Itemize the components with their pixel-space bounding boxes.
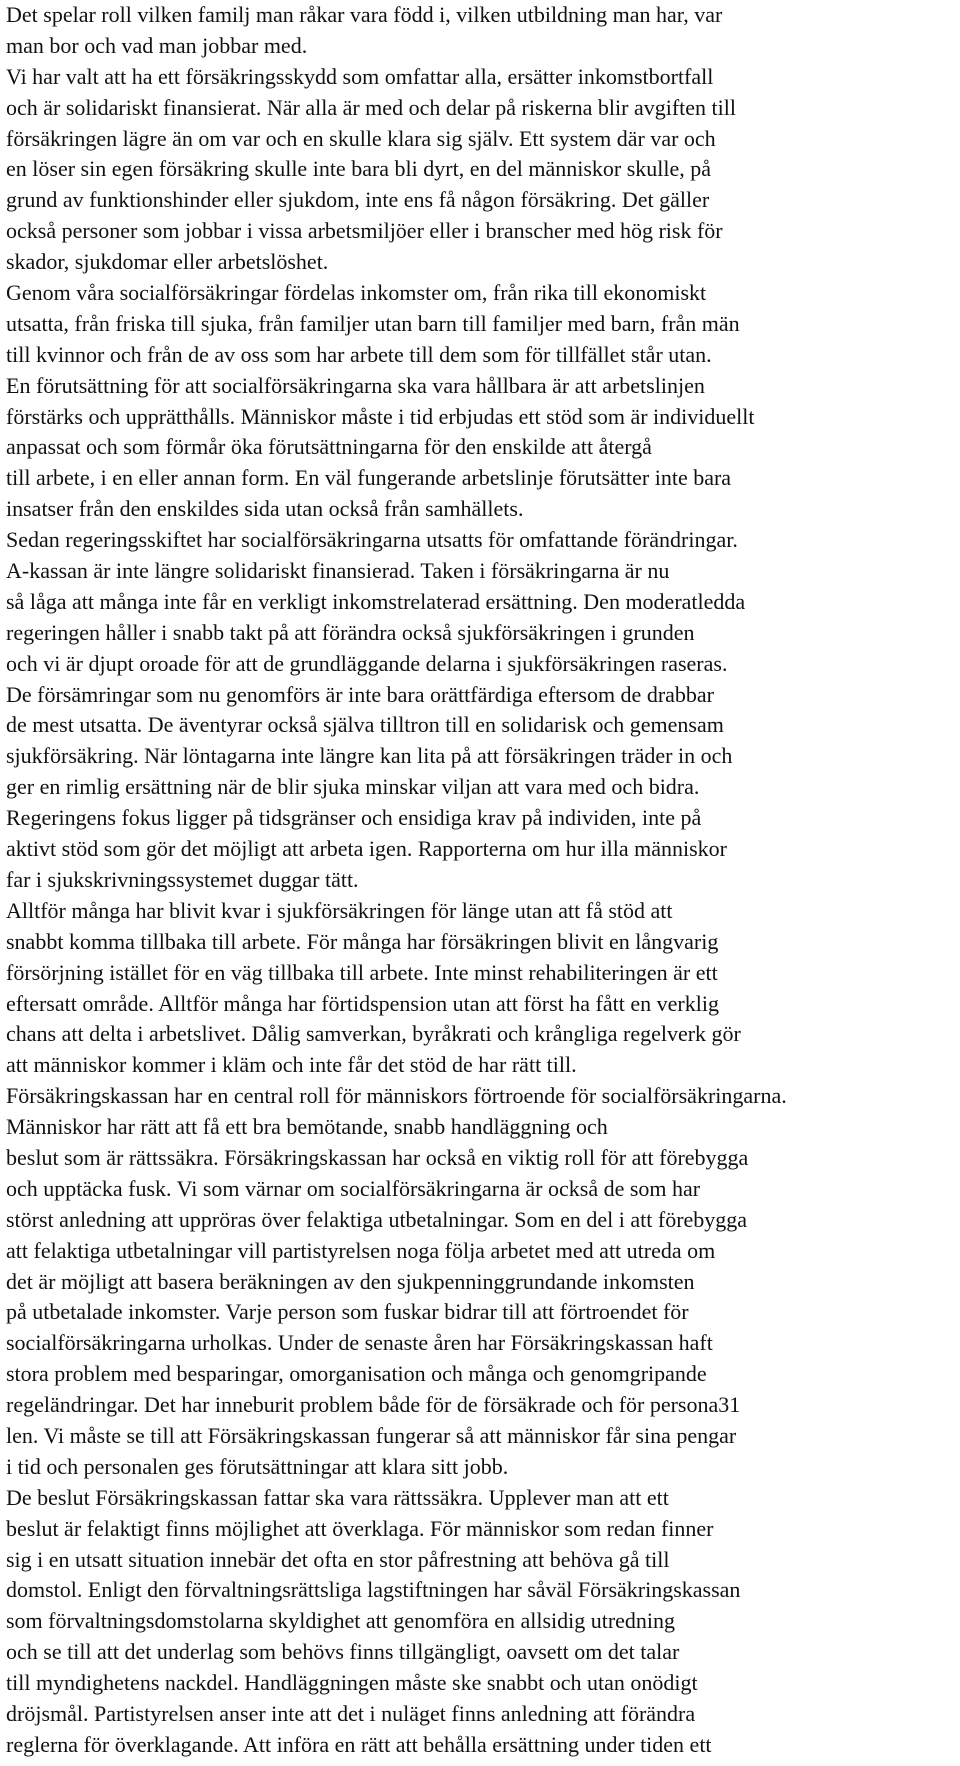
- text-line: Människor har rätt att få ett bra bemötande, snabb handläggning och: [6, 1114, 608, 1140]
- text-line: försäkringen lägre än om var och en skulle klara sig själv. Ett system där var och: [6, 125, 716, 151]
- text-line: aktivt stöd som gör det möjligt att arbeta igen. Rapporterna om hur illa människor: [6, 836, 727, 862]
- text-line: utsatta, från friska till sjuka, från familjer utan barn till familjer med barn, från män: [6, 310, 740, 336]
- text-line: anpassat och som förmår öka förutsättningarna för den enskilde att återgå: [6, 434, 652, 460]
- text-line: som förvaltningsdomstolarna skyldighet att genomföra en allsidig utredning: [6, 1608, 676, 1634]
- text-line: En förutsättning för att socialförsäkringarna ska vara hållbara är att arbetslinjen: [6, 372, 705, 398]
- text-line: domstol. Enligt den förvaltningsrättsliga lagstiftningen har såväl Försäkringskassan: [6, 1577, 741, 1603]
- text-line: och se till att det underlag som behövs finns tillgängligt, oavsett om det talar: [6, 1639, 680, 1665]
- text-line: Alltför många har blivit kvar i sjukförsäkringen för länge utan att få stöd att: [6, 897, 673, 923]
- text-line: Det spelar roll vilken familj man råkar vara född i, vilken utbildning man har, var: [6, 2, 723, 27]
- text-line: reglerna för överklagande. Att införa en rätt att behålla ersättning under tiden ett: [6, 1731, 712, 1757]
- text-line: beslut som är rättssäkra. Försäkringskassan har också en viktig roll för att förebygga: [6, 1144, 749, 1170]
- text-line: len. Vi måste se till att Försäkringskassan fungerar så att människor får sina pengar: [6, 1422, 737, 1448]
- text-line: regeringen håller i snabb takt på att förändra också sjukförsäkringen i grunden: [6, 619, 695, 645]
- text-line: skador, sjukdomar eller arbetslöshet.: [6, 249, 329, 275]
- text-line: regeländringar. Det har inneburit problem både för de försäkrade och för persona31: [6, 1392, 741, 1418]
- text-line: till myndighetens nackdel. Handläggningen måste ske snabbt och utan onödigt: [6, 1670, 698, 1696]
- text-line: ger en rimlig ersättning när de blir sjuka minskar viljan att vara med och bidra.: [6, 774, 700, 800]
- text-line: sjukförsäkring. När löntagarna inte längre kan lita på att försäkringen träder in och: [6, 743, 733, 769]
- text-line: i tid och personalen ges förutsättningar att klara sitt jobb.: [6, 1453, 509, 1479]
- text-line: och upptäcka fusk. Vi som värnar om socialförsäkringarna är också de som har: [6, 1175, 701, 1201]
- text-line: De beslut Försäkringskassan fattar ska vara rättssäkra. Upplever man att ett: [6, 1484, 669, 1510]
- text-line: Vi har valt att ha ett försäkringsskydd som omfattar alla, ersätter inkomstbortfall: [6, 63, 714, 89]
- text-line: försörjning istället för en väg tillbaka till arbete. Inte minst rehabiliteringen är ett: [6, 959, 718, 985]
- document-body: [6, 0, 960, 1761]
- text-line: och är solidariskt finansierat. När alla är med och delar på riskerna blir avgiften till: [6, 94, 736, 120]
- text-line: snabbt komma tillbaka till arbete. För många har försäkringen blivit en långvarig: [6, 928, 719, 954]
- document-page: [6, 0, 960, 1761]
- text-line: dröjsmål. Partistyrelsen anser inte att det i nuläget finns anledning att förändra: [6, 1700, 696, 1726]
- text-line: Genom våra socialförsäkringar fördelas inkomster om, från rika till ekonomiskt: [6, 280, 707, 306]
- text-line: chans att delta i arbetslivet. Dålig samverkan, byråkrati och krångliga regelverk gör: [6, 1021, 741, 1047]
- text-line: socialförsäkringarna urholkas. Under de senaste åren har Försäkringskassan haft: [6, 1330, 713, 1356]
- text-line: Försäkringskassan har en central roll för människors förtroende för socialförsäkringarna.: [6, 1083, 787, 1109]
- text-line: att felaktiga utbetalningar vill partistyrelsen noga följa arbetet med att utreda om: [6, 1237, 716, 1263]
- text-line: Regeringens fokus ligger på tidsgränser och ensidiga krav på individen, inte på: [6, 805, 702, 831]
- text-line: Sedan regeringsskiftet har socialförsäkringarna utsatts för omfattande förändringar.: [6, 527, 738, 553]
- text-line: och vi är djupt oroade för att de grundläggande delarna i sjukförsäkringen raseras.: [6, 650, 728, 676]
- text-line: insatser från den enskildes sida utan också från samhällets.: [6, 496, 524, 522]
- text-line: A-kassan är inte längre solidariskt finansierad. Taken i försäkringarna är nu: [6, 558, 670, 584]
- text-line: så låga att många inte får en verkligt inkomstrelaterad ersättning. Den moderatledda: [6, 588, 746, 614]
- text-line: eftersatt område. Alltför många har förtidspension utan att först ha fått en verklig: [6, 990, 719, 1016]
- text-line: det är möjligt att basera beräkningen av den sjukpenninggrundande inkomsten: [6, 1268, 695, 1294]
- text-line: de mest utsatta. De äventyrar också själva tilltron till en solidarisk och gemensam: [6, 712, 724, 738]
- text-line: att människor kommer i kläm och inte får det stöd de har rätt till.: [6, 1052, 577, 1078]
- text-line: stora problem med besparingar, omorganisation och många och genomgripande: [6, 1361, 707, 1387]
- text-line: De försämringar som nu genomförs är inte bara orättfärdiga eftersom de drabbar: [6, 681, 714, 707]
- text-line: förstärks och upprätthålls. Människor måste i tid erbjudas ett stöd som är individuellt: [6, 403, 755, 429]
- text-line: sig i en utsatt situation innebär det ofta en stor påfrestning att behöva gå till: [6, 1546, 670, 1572]
- text-line: också personer som jobbar i vissa arbetsmiljöer eller i branscher med hög risk för: [6, 218, 723, 244]
- text-line: man bor och vad man jobbar med.: [6, 32, 308, 58]
- text-line: beslut är felaktigt finns möjlighet att överklaga. För människor som redan finner: [6, 1515, 714, 1541]
- text-line: grund av funktionshinder eller sjukdom, inte ens få någon försäkring. Det gäller: [6, 187, 710, 213]
- text-line: till arbete, i en eller annan form. En väl fungerande arbetslinje förutsätter inte bara: [6, 465, 732, 491]
- text-line: en löser sin egen försäkring skulle inte bara bli dyrt, en del människor skulle, på: [6, 156, 712, 182]
- text-line: störst anledning att uppröras över felaktiga utbetalningar. Som en del i att förebygga: [6, 1206, 748, 1232]
- text-line: far i sjukskrivningssystemet duggar tätt.: [6, 866, 359, 892]
- text-line: till kvinnor och från de av oss som har arbete till dem som för tillfället står utan.: [6, 341, 712, 367]
- text-line: på utbetalade inkomster. Varje person som fuskar bidrar till att förtroendet för: [6, 1299, 689, 1325]
